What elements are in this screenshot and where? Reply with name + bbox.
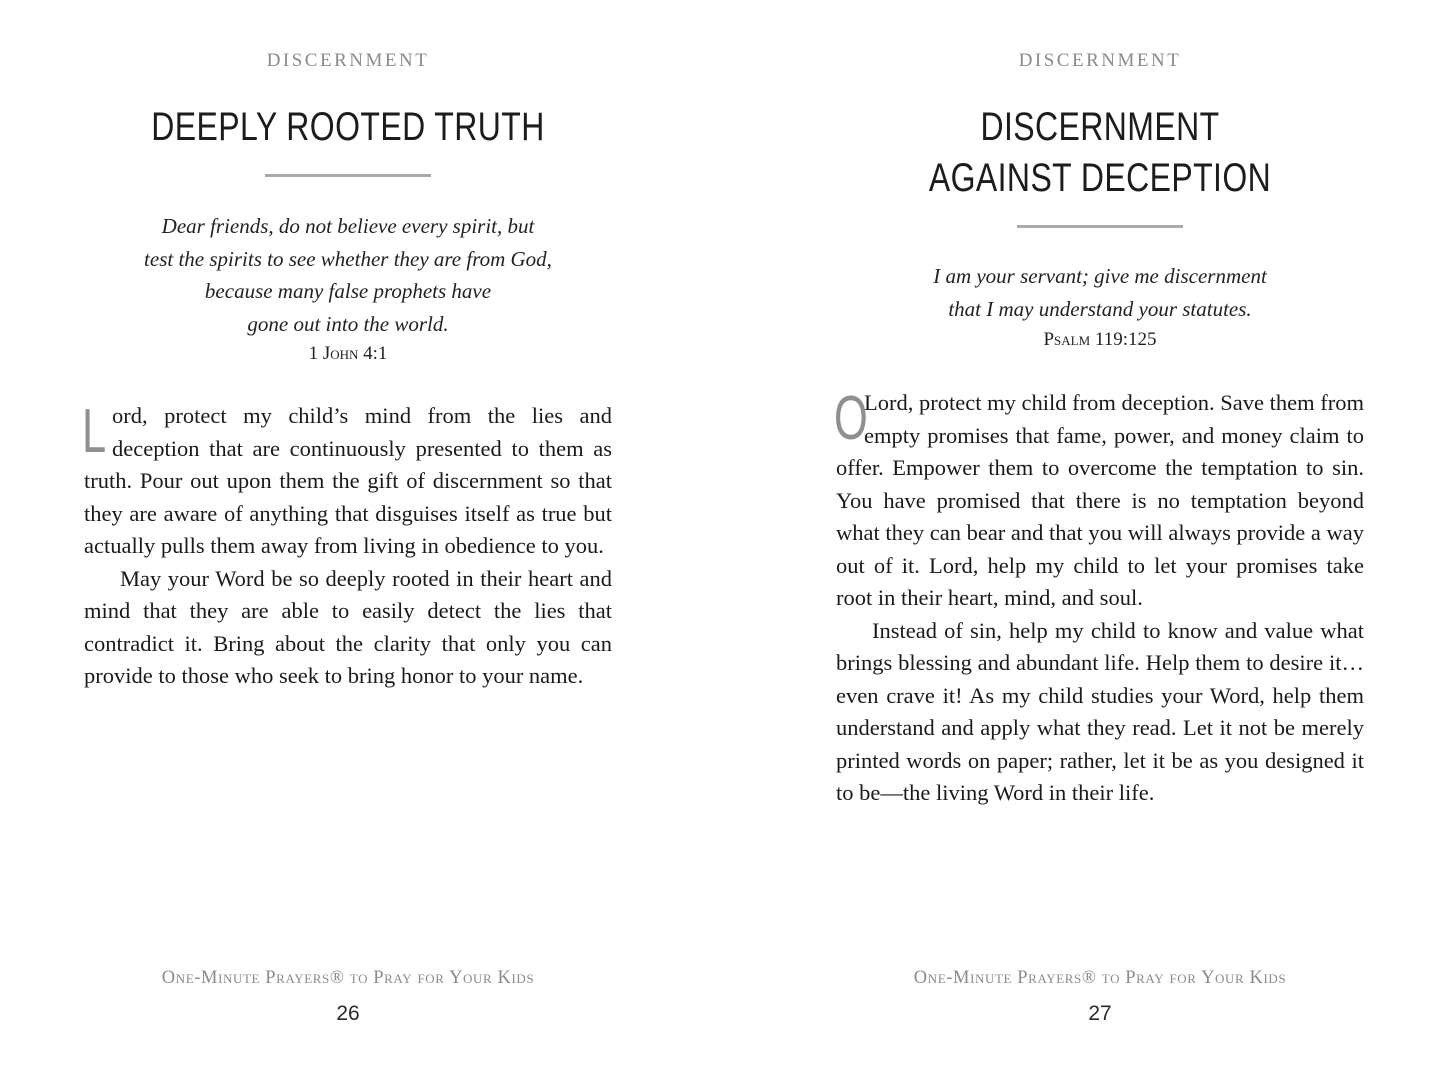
- verse-line: gone out into the world.: [247, 311, 449, 336]
- title-line: AGAINST DECEPTION: [928, 156, 1272, 200]
- prayer-paragraph: May your Word be so deeply rooted in their heart and mind that they are able to easily detect the lies that contradict it. Bring about the clarity that only you can provide to those who seek to bring honor to your name.: [84, 565, 612, 688]
- prayer-body: [82, 397, 612, 693]
- prayer-paragraph: [82, 397, 612, 563]
- verse-line: Dear friends, do not believe every spirit, but: [161, 214, 535, 238]
- verse-line: that I may understand your statutes.: [948, 296, 1252, 321]
- verse-line: I am your servant; give me discernment: [933, 264, 1267, 288]
- title-line: DISCERNMENT: [980, 105, 1220, 149]
- page-title: [889, 102, 1311, 204]
- running-head: DISCERNMENT: [266, 50, 430, 71]
- book-title-footer: One-Minute Prayers® to Pray for Your Kids: [913, 968, 1287, 988]
- prayer-body: [834, 384, 1364, 810]
- prayer-paragraph: [834, 384, 1364, 615]
- paragraph-text: ord, protect my child’s mind from the lies and deception that are continuously presented to them as truth. Pour out upon them the gift of discernment so that they are aware of anything that disguises itself as true but actually pulls them away from living in obedience to you.: [84, 403, 612, 558]
- page-title: [137, 102, 559, 153]
- scripture-verse: [836, 260, 1364, 325]
- running-head: DISCERNMENT: [1018, 50, 1182, 71]
- verse-line: because many false prophets have: [204, 279, 492, 303]
- verse-line: test the spirits to see whether they are from God,: [144, 246, 552, 271]
- scripture-verse: [84, 210, 612, 340]
- paragraph-text: Lord, protect my child from deception. Save them from empty promises that fame, power, and money claim to offer. Empower them to overcome the temptation to sin. You have promised that there is no temptation beyond what they can bear and that you will always provide a way out of it. Lord, help my child to let your promises take root in their heart, mind, and soul.: [836, 390, 1364, 610]
- left-page: [84, 0, 612, 1084]
- title-divider: [1017, 225, 1183, 228]
- book-title-footer: One-Minute Prayers® to Pray for Your Kids: [161, 968, 535, 988]
- page-number: 26: [336, 1002, 360, 1025]
- title-divider: [265, 174, 431, 177]
- drop-cap: O: [834, 384, 868, 453]
- scripture-reference: 1 John 4:1: [308, 343, 388, 364]
- scripture-reference: Psalm 119:125: [1043, 329, 1157, 350]
- drop-cap: L: [82, 397, 107, 466]
- title-line: DEEPLY ROOTED TRUTH: [151, 105, 545, 149]
- prayer-paragraph: Instead of sin, help my child to know and value what brings blessing and abundant life. Help them to desire it…even crave it! As my child studies your Word, help them understand and apply what they read. Let it not be merely printed words on paper; rather, let it be as you designed it to be—the living Word in their life.: [836, 617, 1364, 805]
- page-number: 27: [1088, 1002, 1112, 1025]
- right-page: [836, 0, 1364, 1084]
